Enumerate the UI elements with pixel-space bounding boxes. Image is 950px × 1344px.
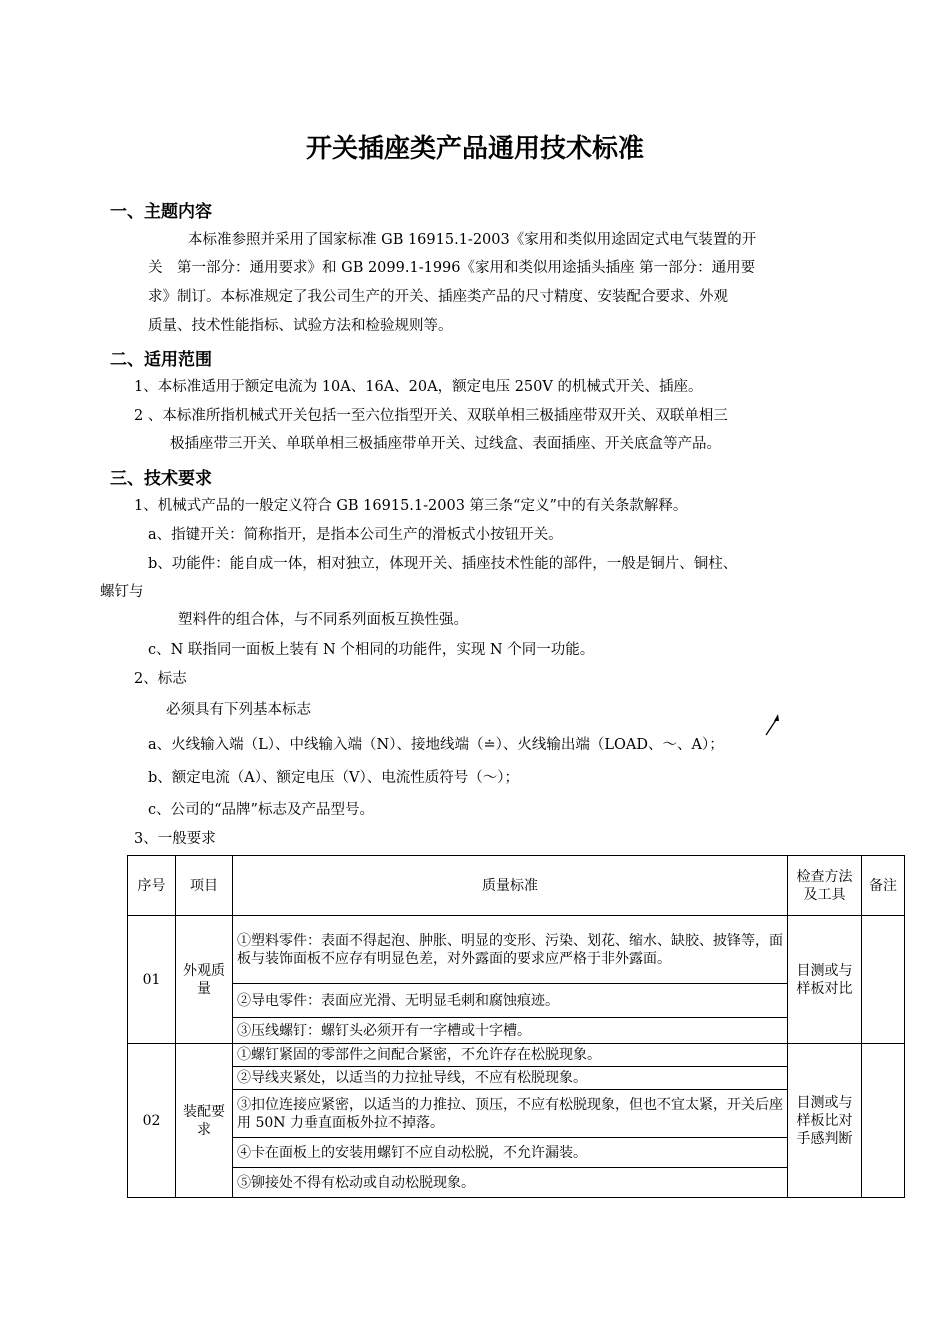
s3-line-a: a、指键开关：简称指开，是指本公司生产的滑板式小按钮开关。 (148, 527, 563, 543)
s1-line-4: 质量、技术性能指标、试验方法和检验规则等。 (148, 318, 453, 334)
table-row (128, 916, 905, 984)
arrow-symbol-icon (752, 711, 782, 739)
s2-line-3: 极插座带三开关、单联单相三极插座带单开关、过线盒、表面插座、开关底盒等产品。 (170, 436, 721, 452)
row-note (862, 1044, 905, 1198)
s3-line-c: c、N 联指同一面板上装有 N 个相同的功能件，实现 N 个同一功能。 (148, 642, 595, 658)
table-header-row (128, 856, 905, 916)
section-3-heading: 三、技术要求 (110, 469, 212, 489)
header-no: 序号 (128, 856, 176, 916)
s3-line-2: 2、标志 (134, 671, 187, 687)
header-item: 项目 (176, 856, 233, 916)
row-no: 02 (128, 1044, 176, 1198)
row-standard: ③扣位连接应紧密，以适当的力推拉、顶压，不应有松脱现象，但也不宜太紧，开关后座用 50N 力垂直面板外拉不掉落。 (233, 1090, 788, 1138)
row-standard: ①螺钉紧固的零部件之间配合紧密，不允许存在松脱现象。 (233, 1044, 788, 1067)
s3-marks-c: c、公司的“品牌”标志及产品型号。 (148, 802, 374, 818)
row-standard: ③压线螺钉：螺钉头必须开有一字槽或十字槽。 (233, 1018, 788, 1044)
section-1-heading: 一、主题内容 (110, 202, 212, 222)
header-method: 检查方法及工具 (788, 856, 862, 916)
row-method: 目测或与样板对比 (788, 916, 862, 1044)
row-method: 目测或与样板比对手感判断 (788, 1044, 862, 1198)
requirements-table (127, 855, 905, 1198)
s1-line-3: 求》制订。本标准规定了我公司生产的开关、插座类产品的尺寸精度、安装配合要求、外观 (148, 289, 728, 305)
row-standard: ②导线夹紧处，以适当的力拉扯导线，不应有松脱现象。 (233, 1067, 788, 1090)
s3-line-1: 1、机械式产品的一般定义符合 GB 16915.1-2003 第三条“定义”中的有关条款解释。 (134, 498, 688, 514)
row-standard: ②导电零件：表面应光滑、无明显毛刺和腐蚀痕迹。 (233, 984, 788, 1018)
row-note (862, 916, 905, 1044)
s3-marks-a: a、火线输入端（L）、中线输入端（N）、接地线端（≐）、火线输出端（LOAD、～、A）； (148, 737, 724, 753)
s1-line-1: 本标准参照并采用了国家标准 GB 16915.1-2003《家用和类似用途固定式电气装置的开 (188, 232, 757, 248)
s3-marks-intro: 必须具有下列基本标志 (166, 702, 311, 718)
header-note: 备注 (862, 856, 905, 916)
s3-marks-b: b、额定电流（A）、额定电压（V）、电流性质符号（～）； (148, 770, 519, 786)
s3-line-3: 3、一般要求 (134, 831, 216, 847)
s2-line-1: 1、本标准适用于额定电流为 10A、16A、20A，额定电压 250V 的机械式开关、插座。 (134, 379, 703, 395)
row-standard: ⑤铆接处不得有松动或自动松脱现象。 (233, 1168, 788, 1198)
s3-line-b: b、功能件：能自成一体，相对独立，体现开关、插座技术性能的部件，一般是铜片、铜柱、 (148, 556, 738, 572)
row-standard: ④卡在面板上的安装用螺钉不应自动松脱，不允许漏装。 (233, 1138, 788, 1168)
header-standard: 质量标准 (233, 856, 788, 916)
s1-line-2: 关 第一部分：通用要求》和 GB 2099.1-1996《家用和类似用途插头插座 第一部分：通用要 (148, 260, 756, 276)
document-title: 开关插座类产品通用技术标准 (305, 134, 644, 164)
section-2-heading: 二、适用范围 (110, 350, 212, 370)
s3-line-b-wrap: 螺钉与 (100, 584, 144, 600)
table-row (128, 1044, 905, 1067)
row-standard: ①塑料零件：表面不得起泡、肿胀、明显的变形、污染、划花、缩水、缺胶、披锋等，面板与装饰面板不应存有明显色差，对外露面的要求应严格于非外露面。 (233, 916, 788, 984)
s2-line-2: 2 、本标准所指机械式开关包括一至六位指型开关、双联单相三极插座带双开关、双联单相三 (134, 408, 728, 424)
row-no: 01 (128, 916, 176, 1044)
s3-line-b-cont: 塑料件的组合体，与不同系列面板互换性强。 (178, 612, 468, 628)
row-item: 装配要求 (176, 1044, 233, 1198)
row-item: 外观质量 (176, 916, 233, 1044)
